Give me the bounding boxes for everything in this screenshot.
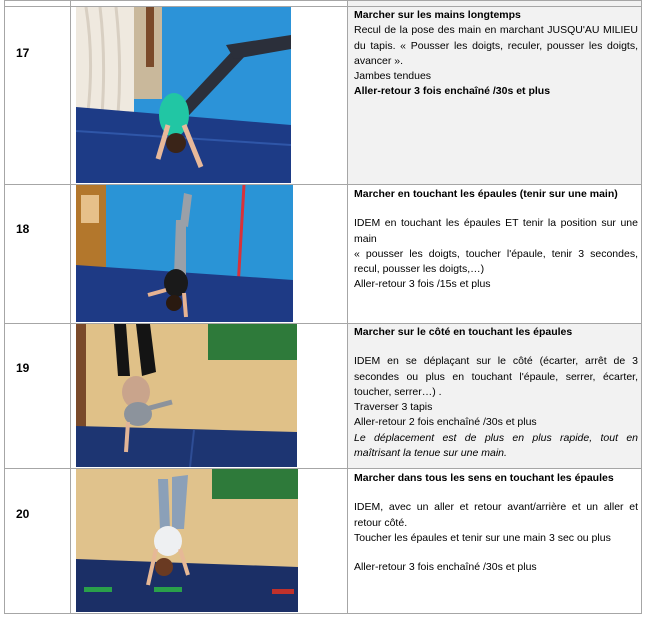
exercise-table — [4, 0, 642, 614]
instruction-line: IDEM en se déplaçant sur le côté (écarter, arrêt de 3 secondes ou plus en touchant l'épaule, serrer, écarter, toucher, serrer…) . — [354, 355, 638, 398]
exercise-description-20 — [354, 471, 638, 575]
instruction-line: IDEM en touchant les épaules ET tenir la position sur une main — [354, 217, 638, 245]
exercise-photo-18 — [76, 185, 293, 322]
instruction-line: Traverser 3 tapis — [354, 401, 433, 414]
exercise-photo-17 — [76, 7, 291, 183]
note-line: Le déplacement est de plus en plus rapide, tout en maîtrisant la tenue sur une main. — [354, 431, 638, 460]
exercise-photo-19 — [76, 324, 297, 467]
instruction-line: Toucher les épaules et tenir sur une main 3 sec ou plus — [354, 531, 611, 544]
exercise-title: Marcher dans tous les sens en touchant les épaules — [354, 472, 614, 484]
exercise-description-17 — [354, 8, 638, 100]
exercise-title: Marcher sur les mains longtemps — [354, 9, 521, 21]
row-number: 18 — [16, 222, 30, 236]
row-number: 17 — [16, 46, 30, 60]
instruction-line: « pousser les doigts, toucher l'épaule, tenir 3 secondes, recul, pousser les doigts,…) — [354, 247, 638, 276]
instruction-line: IDEM, avec un aller et retour avant/arrière et un aller et retour côté. — [354, 501, 638, 529]
goal-line: Aller-retour 3 fois enchaîné /30s et plus — [354, 85, 551, 98]
exercise-description-18 — [354, 187, 638, 293]
exercise-description-19 — [354, 325, 638, 461]
row-number: 19 — [16, 361, 30, 375]
exercise-title: Marcher en touchant les épaules (tenir sur une main) — [354, 188, 618, 200]
goal-line: Aller-retour 3 fois enchaîné /30s et plus — [354, 561, 537, 574]
goal-line: Aller-retour 2 fois enchaîné /30s et plus — [354, 416, 537, 429]
instruction-line: Recul de la pose des main en marchant JUSQU'AU MILIEU du tapis. « Pousser les doigts, reculer, pousser les doigts, avancer ». — [354, 24, 638, 67]
exercise-title: Marcher sur le côté en touchant les épaules — [354, 326, 573, 338]
row-number: 20 — [16, 507, 30, 521]
goal-line: Aller-retour 3 fois /15s et plus — [354, 278, 491, 291]
instruction-line: Jambes tendues — [354, 70, 432, 83]
exercise-photo-20 — [76, 469, 298, 612]
